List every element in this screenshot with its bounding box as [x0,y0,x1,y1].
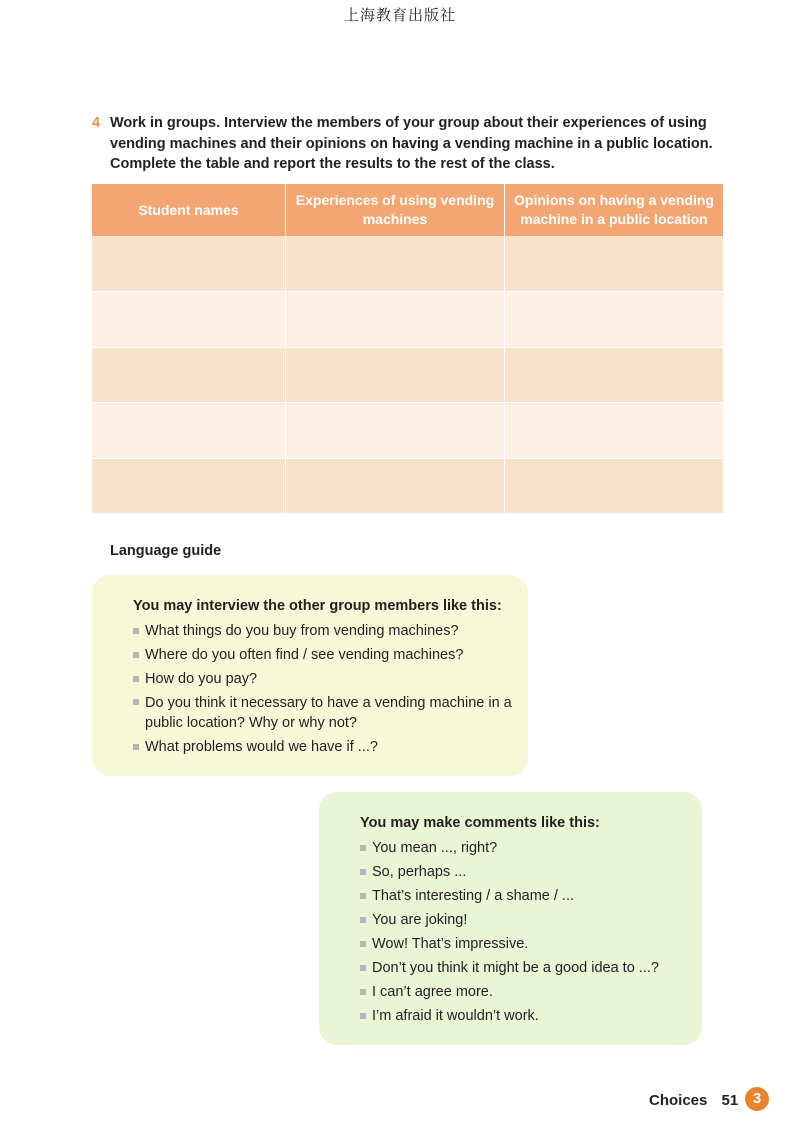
page-footer [649,1092,738,1109]
list-item-text: I can’t agree more. [372,984,493,1000]
list-item-text: What things do you buy from vending machines? [145,623,459,639]
column-header-experiences: Experiences of using vending machines [285,184,504,236]
list-item [360,908,702,932]
table-cell[interactable] [92,459,285,513]
square-bullet-icon [360,869,366,875]
language-guide-title: Language guide [110,543,222,559]
square-bullet-icon [133,699,139,705]
table-cell[interactable] [92,348,285,402]
list-item-text: Do you think it necessary to have a vending machine in a public location? Why or why not? [145,695,512,731]
table-cell[interactable] [504,459,723,513]
table-cell[interactable] [285,403,504,457]
page-number: 51 [721,1092,739,1109]
square-bullet-icon [360,1013,366,1019]
comments-box [319,792,702,1045]
list-item-text: You mean ..., right? [372,840,498,856]
table-row [92,347,723,402]
table-cell[interactable] [504,292,723,346]
task-number: 4 [92,115,101,131]
list-item [133,619,528,643]
list-item-text: Don’t you think it might be a good idea to ...? [372,960,659,976]
list-item [360,980,702,1004]
table-cell[interactable] [504,348,723,402]
list-item [360,884,702,908]
square-bullet-icon [360,965,366,971]
list-item [360,932,702,956]
square-bullet-icon [360,917,366,923]
table-row [92,402,723,457]
task-instruction [92,113,732,175]
interview-box-title: You may interview the other group members like this: [133,598,502,614]
table-cell[interactable] [285,348,504,402]
list-item [360,860,702,884]
list-item-text: How do you pay? [145,671,258,687]
list-item [133,691,515,735]
table-row [92,458,723,513]
unit-badge: 3 [745,1087,769,1111]
table-cell[interactable] [285,459,504,513]
publisher-header: 上海教育出版社 [343,6,456,24]
list-item-text: I’m afraid it wouldn’t work. [372,1008,539,1024]
square-bullet-icon [360,989,366,995]
comments-box-title: You may make comments like this: [360,815,600,831]
column-header-student-names: Student names [138,201,239,218]
square-bullet-icon [360,845,366,851]
list-item-text: You are joking! [372,912,468,928]
interview-questions-box [92,575,528,776]
interview-table [92,184,723,513]
task-text: Work in groups. Interview the members of your group about their experiences of using vending machines and their opinions on having a vending machine in a public location. Complete the table and report the results to the rest of the class. [110,115,713,172]
table-cell[interactable] [504,236,723,291]
list-item-text: So, perhaps ... [372,864,467,880]
list-item [133,667,528,691]
list-item-text: What problems would we have if ...? [145,739,378,755]
table-row [92,236,723,291]
table-cell[interactable] [504,403,723,457]
square-bullet-icon [133,652,139,658]
list-item [360,1004,702,1028]
list-item [133,643,528,667]
list-item [360,836,702,860]
list-item [360,956,702,980]
square-bullet-icon [360,893,366,899]
list-item-text: Wow! That’s impressive. [372,936,529,952]
square-bullet-icon [133,628,139,634]
table-header-row [92,184,723,236]
chapter-title: Choices [649,1092,708,1109]
table-cell[interactable] [285,236,504,291]
table-cell[interactable] [92,403,285,457]
square-bullet-icon [360,941,366,947]
square-bullet-icon [133,676,139,682]
table-cell[interactable] [92,292,285,346]
table-row [92,291,723,346]
list-item-text: Where do you often find / see vending machines? [145,647,464,663]
square-bullet-icon [133,744,139,750]
column-header-opinions: Opinions on having a vending machine in a public location [504,184,723,236]
list-item [133,735,528,759]
table-cell[interactable] [92,236,285,291]
table-cell[interactable] [285,292,504,346]
list-item-text: That’s interesting / a shame / ... [372,888,575,904]
